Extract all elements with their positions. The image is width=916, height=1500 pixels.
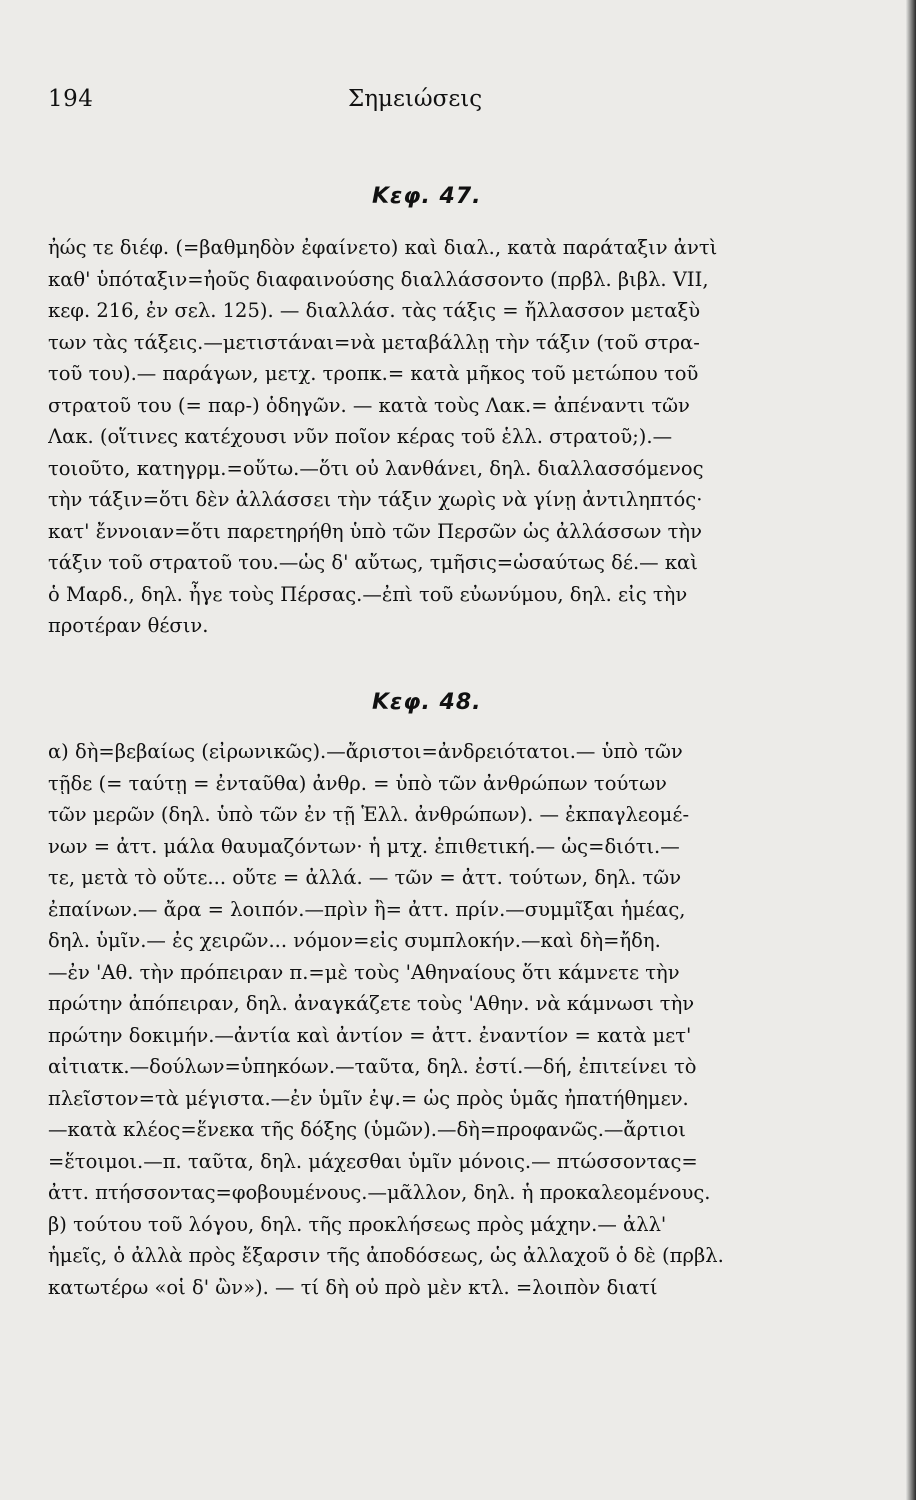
page-number: 194 xyxy=(48,86,94,112)
chapter-47-notes xyxy=(48,232,800,642)
text-line: τοιοῦτο, κατηγρμ.=οὕτω.—ὅτι οὐ λανθάνει, δηλ. διαλλασσόμενος xyxy=(48,456,704,480)
text-line: =ἕτοιμοι.—π. ταῦτα, δηλ. μάχεσθαι ὑμῖν μόνοις.— πτώσσοντας= xyxy=(48,1149,698,1173)
text-line: των τὰς τάξεις.—μετιστάναι=νὰ μεταβάλλῃ τὴν τάξιν (τοῦ στρα- xyxy=(48,330,700,354)
page-header xyxy=(48,86,856,120)
text-line: τοῦ του).— παράγων, μετχ. τροπκ.= κατὰ μῆκος τοῦ μετώπου τοῦ xyxy=(48,362,699,385)
text-line: τὴν τάξιν=ὅτι δὲν ἀλλάσσει τὴν τάξιν χωρὶς νὰ γίνῃ ἀντιληπτός· xyxy=(48,488,703,511)
text-line: ἐπαίνων.— ἄρα = λοιπόν.—πρὶν ἢ= ἀττ. πρίν.—συμμῖξαι ἡμέας, xyxy=(48,897,686,921)
text-line: νων = ἀττ. μάλα θαυμαζόντων· ἡ μτχ. ἐπιθετική.— ὡς=διότι.— xyxy=(48,834,680,858)
text-line: ἀττ. πτήσσοντας=φοβουμένους.—μᾶλλον, δηλ. ἡ προκαλεομένους. xyxy=(48,1181,711,1204)
text-line: προτέραν θέσιν. xyxy=(48,614,209,637)
text-line: καθ' ὑπόταξιν=ἠοῦς διαφαινούσης διαλλάσσοντο (πρβλ. βιβλ. VII, xyxy=(48,267,709,291)
text-line: πρώτην δοκιμήν.—ἀντία καὶ ἀντίον = ἀττ. ἐναντίον = κατὰ μετ' xyxy=(48,1023,692,1047)
page-edge-shadow xyxy=(906,0,916,1500)
text-line: ἡμεῖς, ὁ ἀλλὰ πρὸς ἔξαρσιν τῆς ἀποδόσεως, ὡς ἀλλαχοῦ ὁ δὲ (πρβλ. xyxy=(48,1244,724,1267)
text-line: πρώτην ἀπόπειραν, δηλ. ἀναγκάζετε τοὺς 'Αθην. νὰ κάμνωσι τὴν xyxy=(48,992,695,1015)
text-line: κεφ. 216, ἐν σελ. 125). — διαλλάσ. τὰς τάξις = ἤλλασσον μεταξὺ xyxy=(48,299,701,322)
text-line: —κατὰ κλέος=ἕνεκα τῆς δόξης (ὑμῶν).—δὴ=προφανῶς.—ἄρτιοι xyxy=(48,1118,686,1141)
text-line: ἠώς τε διέφ. (=βαθμηδὸν ἐφαίνετο) καὶ διαλ., κατὰ παράταξιν ἀντὶ xyxy=(48,236,718,259)
running-title: Σημειώσεις xyxy=(348,86,483,112)
text-line: α) δὴ=βεβαίως (εἰρωνικῶς).—ἄριστοι=ἀνδρειότατοι.— ὑπὸ τῶν xyxy=(48,740,683,763)
text-line: πλεῖστον=τὰ μέγιστα.—ἐν ὑμῖν ἐψ.= ὡς πρὸς ὑμᾶς ἠπατήθημεν. xyxy=(48,1086,689,1110)
text-line: τῇδε (= ταύτῃ = ἐνταῦθα) ἀνθρ. = ὑπὸ τῶν ἀνθρώπων τούτων xyxy=(48,771,667,795)
text-line: τῶν μερῶν (δηλ. ὑπὸ τῶν ἐν τῇ Ἑλλ. ἀνθρώπων). — ἐκπαγλεομέ- xyxy=(48,803,690,826)
text-line: κατωτέρω «οἱ δ' ὢν»). — τί δὴ οὐ πρὸ μὲν κτλ. =λοιπὸν διατί xyxy=(48,1275,658,1299)
text-line: δηλ. ὑμῖν.— ἐς χειρῶν... νόμον=εἰς συμπλοκήν.—καὶ δὴ=ἤδη. xyxy=(48,929,661,952)
text-line: —ἐν 'Αθ. τὴν πρόπειραν π.=μὲ τοὺς 'Αθηναίους ὅτι κάμνετε τὴν xyxy=(48,960,680,984)
text-line: τε, μετὰ τὸ οὔτε... οὔτε = ἀλλά. — τῶν = ἀττ. τούτων, δηλ. τῶν xyxy=(48,866,682,889)
text-line: κατ' ἔννοιαν=ὅτι παρετηρήθη ὑπὸ τῶν Περσῶν ὡς ἀλλάσσων τὴν xyxy=(48,519,702,543)
text-line: ὁ Μαρδ., δηλ. ἦγε τοὺς Πέρσας.—ἐπὶ τοῦ εὐωνύμου, δηλ. εἰς τὴν xyxy=(48,582,688,606)
chapter-48-notes xyxy=(48,736,800,1303)
text-line: Λακ. (οἵτινες κατέχουσι νῦν ποῖον κέρας τοῦ ἑλλ. στρατοῦ;).— xyxy=(48,425,673,448)
text-line: β) τούτου τοῦ λόγου, δηλ. τῆς προκλήσεως πρὸς μάχην.— ἀλλ' xyxy=(48,1212,667,1236)
text-line: τάξιν τοῦ στρατοῦ του.—ὡς δ' αὔτως, τμῆσις=ὡσαύτως δέ.— καὶ xyxy=(48,551,698,574)
chapter-heading-48: Κεφ. 48. xyxy=(372,690,482,715)
chapter-heading-47: Κεφ. 47. xyxy=(372,184,482,209)
text-line: στρατοῦ του (= παρ-) ὁδηγῶν. — κατὰ τοὺς Λακ.= ἀπέναντι τῶν xyxy=(48,393,690,417)
text-line: αἰτιατκ.—δούλων=ὑπηκόων.—ταῦτα, δηλ. ἐστί.—δή, ἐπιτείνει τὸ xyxy=(48,1055,697,1078)
